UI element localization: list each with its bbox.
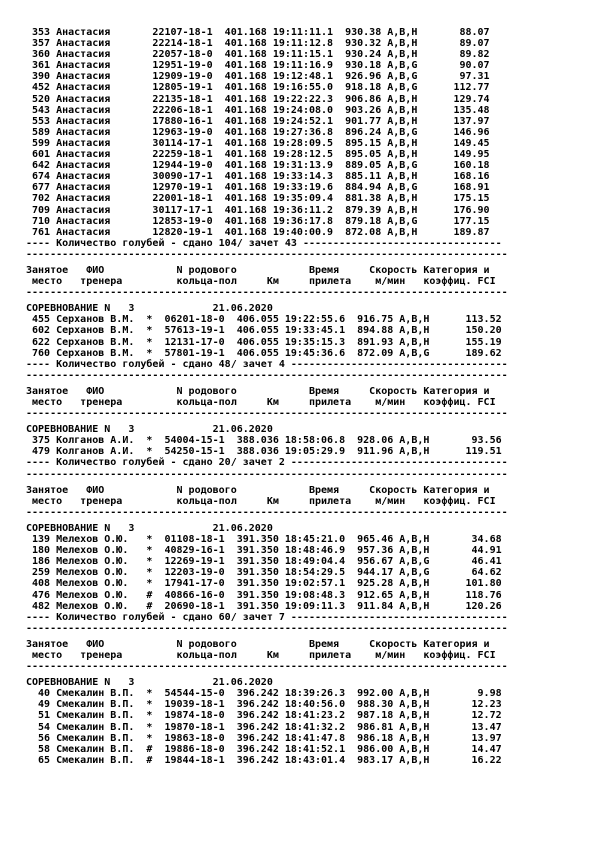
table-row: 58 Смекалин В.П. # 19886-18-0 396.242 18:41:52.1 986.00 A,B,H 14.47: [26, 743, 502, 755]
divider-line: --------------------------------------------------------------------------------: [26, 287, 508, 299]
table-row: 702 Анастасия 22001-18-1 401.168 19:35:09.4 881.38 A,B,H 175.15: [26, 193, 490, 205]
competition-title: СОРЕВНОВАНИЕ N 3 21.06.2020: [26, 677, 273, 689]
column-header: место тренера кольца-пол Км прилета м/мин коэффиц. FCI: [26, 276, 496, 288]
competition-title: СОРЕВНОВАНИЕ N 3 21.06.2020: [26, 424, 273, 436]
table-row: 361 Анастасия 12951-19-0 401.168 19:11:16.9 930.18 A,B,G 90.07: [26, 60, 490, 72]
table-row: 452 Анастасия 12805-19-1 401.168 19:16:55.0 918.18 A,B,G 112.77: [26, 82, 490, 94]
divider-line: --------------------------------------------------------------------------------: [26, 408, 508, 420]
table-row: 390 Анастасия 12909-19-0 401.168 19:12:48.1 926.96 A,B,G 97.31: [26, 71, 490, 83]
table-row: 622 Серханов В.М. * 12131-17-0 406.055 19:35:15.3 891.93 A,B,H 155.19: [26, 336, 502, 348]
table-row: 65 Смекалин В.П. # 19844-18-1 396.242 18:43:01.4 983.17 A,B,H 16.22: [26, 754, 502, 766]
table-row: 709 Анастасия 30117-17-1 401.168 19:36:11.2 879.39 A,B,H 176.90: [26, 204, 490, 216]
table-row: 674 Анастасия 30090-17-1 401.168 19:33:14.3 885.11 A,B,H 168.16: [26, 171, 490, 183]
divider-line: --------------------------------------------------------------------------------: [26, 369, 508, 381]
results-document: [26, 27, 574, 766]
table-row: 259 Мелехов О.Ю. * 12203-19-0 391.350 18:54:29.5 944.17 A,B,G 64.62: [26, 567, 502, 579]
divider-line: --------------------------------------------------------------------------------: [26, 622, 508, 634]
table-row: 599 Анастасия 30114-17-1 401.168 19:28:09.5 895.15 A,B,H 149.45: [26, 137, 490, 149]
table-row: 710 Анастасия 12853-19-0 401.168 19:36:17.8 879.18 A,B,G 177.15: [26, 215, 490, 227]
table-row: 761 Анастасия 12820-19-1 401.168 19:40:00.9 872.08 A,B,H 189.87: [26, 226, 490, 238]
divider-line: --------------------------------------------------------------------------------: [26, 468, 508, 480]
table-row: 353 Анастасия 22107-18-1 401.168 19:11:11.1 930.38 A,B,H 88.07: [26, 27, 490, 38]
competition-title: СОРЕВНОВАНИЕ N 3 21.06.2020: [26, 522, 273, 534]
column-header: Занятое ФИО N родового Время Скорость Категория и: [26, 264, 490, 276]
table-row: 602 Серханов В.М. * 57613-19-1 406.055 19:33:45.1 894.88 A,B,H 150.20: [26, 325, 502, 337]
divider-line: --------------------------------------------------------------------------------: [26, 248, 508, 260]
divider-line: --------------------------------------------------------------------------------: [26, 506, 508, 518]
table-row: 553 Анастасия 17880-16-1 401.168 19:24:52.1 901.77 A,B,H 137.97: [26, 115, 490, 127]
summary-line: ---- Количество голубей - сдано 60/ зачет 7 ------------------------------------: [26, 611, 508, 623]
table-row: 375 Колганов А.И. * 54004-15-1 388.036 18:58:06.8 928.06 A,B,H 93.56: [26, 435, 502, 447]
table-row: 139 Мелехов О.Ю. * 01108-18-1 391.350 18:45:21.0 965.46 A,B,H 34.68: [26, 534, 502, 546]
divider-line: --------------------------------------------------------------------------------: [26, 661, 508, 673]
table-row: 180 Мелехов О.Ю. * 40829-16-1 391.350 18:48:46.9 957.36 A,B,H 44.91: [26, 545, 502, 557]
column-header: Занятое ФИО N родового Время Скорость Категория и: [26, 484, 490, 496]
table-row: 677 Анастасия 12970-19-1 401.168 19:33:19.6 884.94 A,B,G 168.91: [26, 182, 490, 194]
table-row: 360 Анастасия 22057-18-0 401.168 19:11:15.1 930.24 A,B,H 89.82: [26, 49, 490, 61]
table-row: 408 Мелехов О.Ю. * 17941-17-0 391.350 19:02:57.1 925.28 A,B,H 101.80: [26, 578, 502, 590]
table-row: 56 Смекалин В.П. * 19863-18-0 396.242 18:41:47.8 986.18 A,B,H 13.97: [26, 732, 502, 744]
table-row: 482 Мелехов О.Ю. # 20690-18-1 391.350 19:09:11.3 911.84 A,B,H 120.26: [26, 600, 502, 612]
column-header: место тренера кольца-пол Км прилета м/мин коэффиц. FCI: [26, 397, 496, 408]
column-header: место тренера кольца-пол Км прилета м/мин коэффиц. FCI: [26, 495, 496, 507]
table-row: 760 Серханов В.М. * 57801-19-1 406.055 19:45:36.6 872.09 A,B,G 189.62: [26, 347, 502, 359]
table-row: 543 Анастасия 22206-18-1 401.168 19:24:08.0 903.26 A,B,H 135.48: [26, 104, 490, 116]
column-header: место тренера кольца-пол Км прилета м/мин коэффиц. FCI: [26, 649, 496, 661]
competition-title: СОРЕВНОВАНИЕ N 3 21.06.2020: [26, 303, 273, 315]
summary-line: ---- Количество голубей - сдано 104/ зачет 43 ---------------------------------: [26, 237, 502, 249]
table-row: 186 Мелехов О.Ю. * 12269-19-1 391.350 18:49:04.4 956.67 A,B,G 46.41: [26, 556, 502, 568]
table-row: 357 Анастасия 22214-18-1 401.168 19:11:12.8 930.32 A,B,H 89.07: [26, 38, 490, 50]
table-row: 476 Мелехов О.Ю. # 40866-16-0 391.350 19:08:48.3 912.65 A,B,H 118.76: [26, 589, 502, 601]
table-row: 601 Анастасия 22259-18-1 401.168 19:28:12.5 895.05 A,B,H 149.95: [26, 149, 490, 161]
summary-line: ---- Количество голубей - сдано 20/ зачет 2 ------------------------------------: [26, 457, 508, 469]
table-row: 642 Анастасия 12944-19-0 401.168 19:31:13.9 889.05 A,B,G 160.18: [26, 160, 490, 172]
column-header: Занятое ФИО N родового Время Скорость Категория и: [26, 638, 490, 650]
summary-line: ---- Количество голубей - сдано 48/ зачет 4 ------------------------------------: [26, 358, 508, 370]
table-row: 479 Колганов А.И. * 54250-15-1 388.036 19:05:29.9 911.96 A,B,H 119.51: [26, 446, 502, 458]
table-row: 54 Смекалин В.П. * 19870-18-1 396.242 18:41:32.2 986.81 A,B,H 13.47: [26, 721, 502, 733]
table-row: 520 Анастасия 22135-18-1 401.168 19:22:22.3 906.86 A,B,H 129.74: [26, 93, 490, 105]
table-row: 49 Смекалин В.П. * 19039-18-1 396.242 18:40:56.0 988.30 A,B,H 12.23: [26, 699, 502, 711]
table-row: 589 Анастасия 12963-19-0 401.168 19:27:36.8 896.24 A,B,G 146.96: [26, 126, 490, 138]
table-row: 40 Смекалин В.П. * 54544-15-0 396.242 18:39:26.3 992.00 A,B,H 9.98: [26, 688, 502, 700]
column-header: Занятое ФИО N родового Время Скорость Категория и: [26, 385, 490, 397]
table-row: 455 Серханов В.М. * 06201-18-0 406.055 19:22:55.6 916.75 A,B,H 113.52: [26, 314, 502, 326]
table-row: 51 Смекалин В.П. * 19874-18-0 396.242 18:41:23.2 987.18 A,B,H 12.72: [26, 710, 502, 722]
